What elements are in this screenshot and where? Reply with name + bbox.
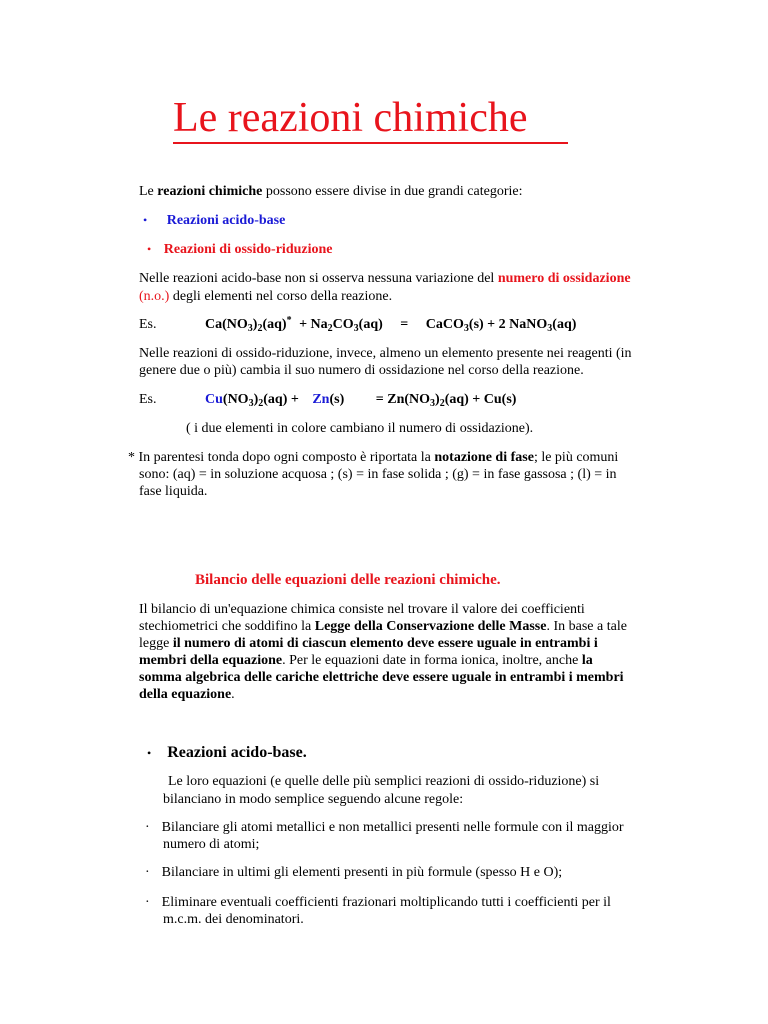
page-title: Le reazioni chimiche [173,95,528,141]
balance-line5: somma algebrica delle cariche elettriche deve essere uguale in entrambi i membri [139,670,624,685]
example-1-equation: $Ca(NO_3)_2(aq)^* + Na_2CO_3(aq)$ = CaCO$_3$(s) + 2 NaNO$_3$(aq) [205,315,577,334]
balance-line4: membri della equazione. Per le equazioni date in forma ionica, inoltre, anche la [139,653,593,668]
bullet: • [147,242,152,256]
example-1-label: Es. [139,317,157,332]
rule-item: · Bilanciare in ultimi gli elementi presenti in più formule (spesso H e O); [145,865,563,880]
footnote-line2: sono: (aq) = in soluzione acquosa ; (s) = in fase solida ; (g) = in fase gassosa ; (l) = in [139,467,617,482]
title-underline [173,142,568,144]
redox-paragraph-line2: genere due o più) cambia il suo numero di ossidazione nel corso della reazione. [139,363,584,378]
balance-line6: della equazione. [139,687,235,702]
example-2-label: Es. [139,392,157,407]
rules-intro-line2: bilanciano in modo semplice seguendo alcune regole: [163,792,464,807]
acid-base-paragraph: Nelle reazioni acido-base non si osserva nessuna variazione del numero di ossidazione [139,271,631,286]
example-2-note: ( i due elementi in colore cambiano il numero di ossidazione). [186,421,534,436]
rule-item-continuation: numero di atomi; [163,837,260,852]
category-acid-base: • Reazioni acido-base [143,213,286,228]
redox-paragraph-line1: Nelle reazioni di ossido-riduzione, invece, almeno un elemento presente nei reagenti (in [139,346,632,361]
rule-item-continuation: m.c.m. dei denominatori. [163,912,304,927]
rule-item: · Bilanciare gli atomi metallici e non metallici presenti nelle formule con il maggior [145,820,624,835]
footnote-line1: * In parentesi tonda dopo ogni composto è riportata la notazione di fase; le più comuni [128,450,619,465]
rule-item: · Eliminare eventuali coefficienti frazionari moltiplicando tutti i coefficienti per il [145,895,611,910]
balance-line1: Il bilancio di un'equazione chimica consiste nel trovare il valore dei coefficienti [139,602,585,617]
bullet: • [147,746,152,760]
section-heading: Bilancio delle equazioni delle reazioni chimiche. [195,572,501,588]
balance-line2: stechiometrici che soddifino la Legge della Conservazione delle Masse. In base a tale [139,619,627,634]
acid-base-paragraph-line2: (n.o.) degli elementi nel corso della reazione. [139,289,393,304]
example-2-equation: $Cu(NO_3)_2(aq) + Zn(s) = Zn(NO_3)_2(aq) + Cu(s)$ [205,392,517,409]
subsection-acid-base: • Reazioni acido-base. [147,744,307,761]
footnote-line3: fase liquida. [139,484,208,499]
category-redox: • Reazioni di ossido-riduzione [147,242,333,257]
rules-intro-line1: Le loro equazioni (e quelle delle più semplici reazioni di ossido-riduzione) si [168,774,600,789]
balance-line3: legge il numero di atomi di ciascun elemento deve essere uguale in entrambi i [139,636,598,651]
intro-text: Le reazioni chimiche possono essere divise in due grandi categorie: [139,184,523,199]
bullet: • [143,213,148,227]
